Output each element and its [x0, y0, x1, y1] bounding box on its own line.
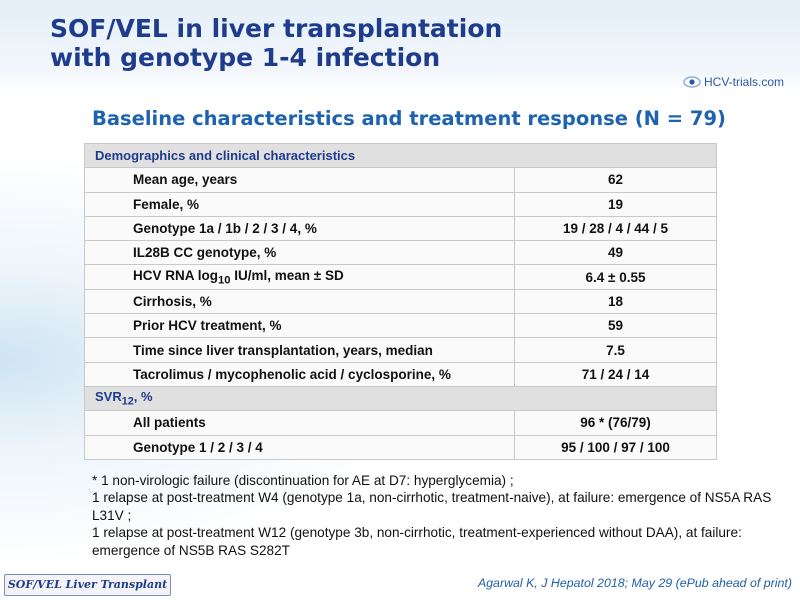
table-row — [85, 338, 717, 362]
row-label-text: Time since liver transplantation, years, median — [133, 342, 433, 358]
row-label-text: Tacrolimus / mycophenolic acid / cyclosporine, % — [133, 366, 451, 382]
table-row — [85, 314, 717, 338]
table-section-header — [85, 144, 717, 168]
slide-subtitle: Baseline characteristics and treatment response (N = 79) — [92, 107, 726, 130]
row-value: 71 / 24 / 14 — [515, 362, 717, 386]
title-line-1: SOF/VEL in liver transplantation — [50, 14, 503, 43]
row-value: 49 — [515, 241, 717, 265]
footnote-2: 1 relapse at post-treatment W4 (genotype 1a, non-cirrhotic, treatment-naive), at failure: emergence of NS5A RAS L31V ; — [92, 490, 772, 523]
footnote-1: * 1 non-virologic failure (discontinuation for AE at D7: hyperglycemia) ; — [92, 473, 514, 488]
table-row — [85, 411, 717, 435]
row-label — [85, 338, 515, 362]
slide-title — [50, 14, 502, 72]
row-label — [85, 241, 515, 265]
section-header-text: Demographics and clinical characteristics — [95, 148, 356, 164]
row-value: 59 — [515, 314, 717, 338]
title-line-2: with genotype 1-4 infection — [50, 43, 441, 72]
footnotes — [92, 472, 782, 559]
section-header-subscript: 12 — [121, 395, 134, 408]
row-label-text: Female, % — [133, 196, 200, 212]
row-label-text: Mean age, years — [133, 172, 238, 188]
table-row — [85, 435, 717, 459]
table-section-header — [85, 386, 717, 410]
row-label-text: HCV RNA log — [133, 267, 218, 283]
row-value: 19 / 28 / 4 / 44 / 5 — [515, 216, 717, 240]
row-label — [85, 435, 515, 459]
table-row — [85, 241, 717, 265]
table-row — [85, 265, 717, 289]
logo-icon — [683, 75, 701, 89]
table-row — [85, 362, 717, 386]
row-label-text: All patients — [133, 415, 206, 431]
row-value: 62 — [515, 168, 717, 192]
characteristics-table-container — [84, 143, 716, 460]
logo-text: HCV-trials.com — [703, 75, 784, 89]
characteristics-table — [84, 143, 717, 460]
section-header-suffix: , % — [133, 389, 153, 405]
row-label — [85, 289, 515, 313]
table-row — [85, 289, 717, 313]
footnote-3: 1 relapse at post-treatment W12 (genotype 3b, non-cirrhotic, treatment-experienced without DAA), at failure: emergence of NS5B RAS S282T — [92, 525, 742, 558]
row-label-text: Prior HCV treatment, % — [133, 318, 282, 334]
table-row — [85, 192, 717, 216]
section-header-cell — [85, 386, 717, 410]
row-value: 6.4 ± 0.55 — [515, 265, 717, 289]
row-label-subscript: 10 — [218, 274, 231, 287]
row-label-text: Genotype 1a / 1b / 2 / 3 / 4, % — [133, 221, 317, 237]
row-label — [85, 362, 515, 386]
row-label — [85, 168, 515, 192]
row-value: 7.5 — [515, 338, 717, 362]
row-label — [85, 216, 515, 240]
row-value: 96 * (76/79) — [515, 411, 717, 435]
row-label-text: IL28B CC genotype, % — [133, 245, 277, 261]
row-label — [85, 411, 515, 435]
section-header-cell — [85, 144, 717, 168]
row-label-suffix: IU/ml, mean ± SD — [230, 267, 344, 283]
footer-tag: SOF/VEL Liver Transplant — [4, 574, 171, 596]
row-label — [85, 314, 515, 338]
section-header-text: SVR — [95, 389, 122, 405]
row-label — [85, 265, 515, 289]
row-label-text: Genotype 1 / 2 / 3 / 4 — [133, 439, 263, 455]
table-row — [85, 216, 717, 240]
hcv-trials-logo — [683, 75, 784, 89]
citation: Agarwal K, J Hepatol 2018; May 29 (ePub ahead of print) — [477, 576, 792, 590]
row-value: 18 — [515, 289, 717, 313]
row-label-text: Cirrhosis, % — [133, 293, 212, 309]
row-value: 95 / 100 / 97 / 100 — [515, 435, 717, 459]
row-label — [85, 192, 515, 216]
row-value: 19 — [515, 192, 717, 216]
table-row — [85, 168, 717, 192]
